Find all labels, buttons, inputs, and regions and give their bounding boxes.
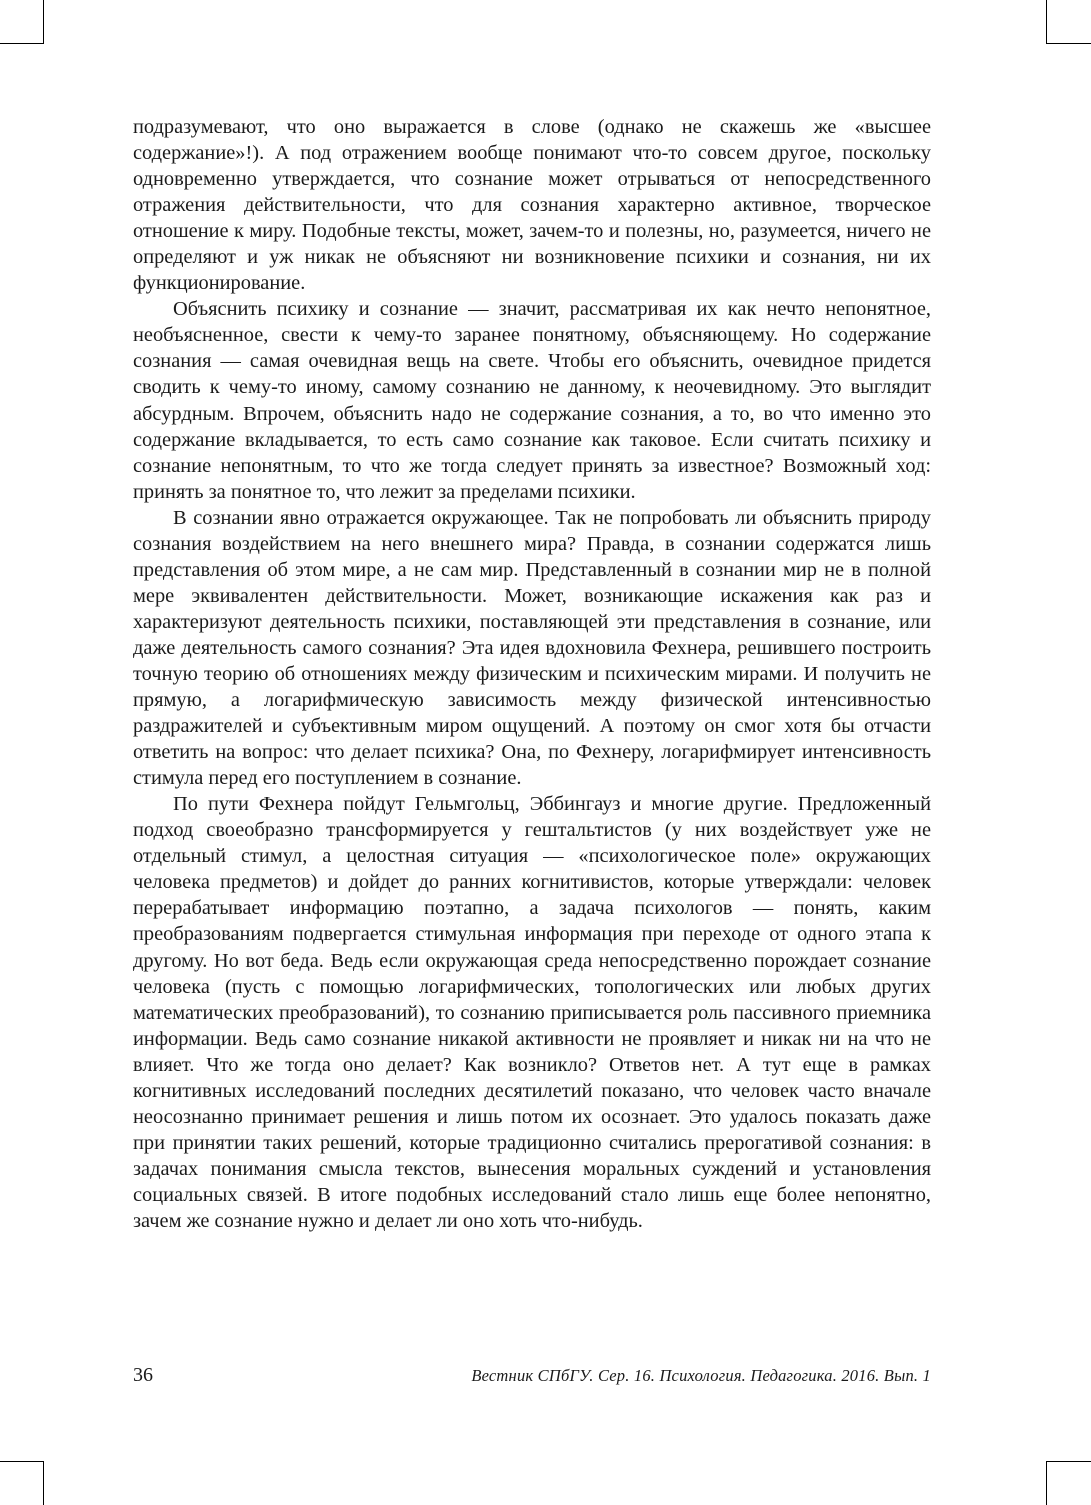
crop-mark-top-left-h (0, 43, 44, 44)
page-number: 36 (133, 1364, 153, 1386)
crop-mark-bottom-left (43, 1461, 44, 1505)
paragraph-4: По пути Фехнера пойдут Гельмгольц, Эббингауз и многие другие. Предложенный подход своеобразно трансформируется у гештальтистов (у них воздействует уже не отдельный стимул, а целостная ситуация — «психологическое поле» окружающих человека предметов) и дойдет до ранних когнитивистов, которые утверждали: человек перерабатывает информацию поэтапно, а задача психологов — понять, каким преобразованиям подвергается стимульная информация при переходе от одного этапа к другому. Но вот беда. Ведь если окружающая среда непосредственно порождает сознание человека (пусть с помощью логарифмических, топологических или любых других математических преобразований), то сознанию приписывается роль пассивного приемника информации. Ведь само сознание никакой активности не проявляет и никак ни на что не влияет. Что же тогда оно делает? Как возникло? Ответов нет. А тут еще в рамках когнитивных исследований последних десятилетий показано, что человек часто вначале неосознанно принимает решения и лишь потом их осознает. Это удалось показать даже при принятии таких решений, которые традиционно считались прерогативой сознания: в задачах понимания смысла текстов, вынесения моральных суждений и установления социальных связей. В итоге подобных исследований стало лишь еще более непонятно, зачем же сознание нужно и делает ли оно хоть что-нибудь. (133, 793, 931, 1232)
crop-mark-top-right (1046, 0, 1047, 44)
crop-mark-top-right-h (1047, 43, 1091, 44)
paragraph-1: подразумевают, что оно выражается в слове (однако не скажешь же «высшее содержание»!). А под отражением вообще понимают что-то совсем другое, поскольку одновременно утверждается, что сознание может отрываться от непосредственного отражения действительности, что для сознания характерно активное, творческое отношение к миру. Подобные тексты, может, зачем-то и полезны, но, разумеется, ничего не определяют и уж никак не объясняют ни возникновение психики и сознания, ни их функционирование. (133, 116, 931, 295)
crop-mark-top-left (43, 0, 44, 44)
page-footer (133, 1364, 931, 1390)
paragraph-3: В сознании явно отражается окружающее. Так не попробовать ли объяснить природу сознания воздействием на него внешнего мира? Правда, в сознании содержатся лишь представления об этом мире, а не сам мир. Представленный в сознании мир не в полной мере эквивалентен действительности. Может, возникающие искажения как раз и характеризуют деятельность психики, поставляющей эти представления в сознание, или даже деятельность самого сознания? Эта идея вдохновила Фехнера, решившего построить точную теорию об отношениях между физическим и психическим мирами. И получить не прямую, а логарифмическую зависимость между физической интенсивностью раздражителей и субъективным миром ощущений. А поэтому он смог хотя бы отчасти ответить на вопрос: что делает психика? Она, по Фехнеру, логарифмирует интенсивность стимула перед его поступлением в сознание. (133, 506, 931, 790)
crop-mark-bottom-right (1046, 1461, 1047, 1505)
crop-mark-bottom-left-h (0, 1461, 44, 1462)
journal-reference: Вестник СПбГУ. Сер. 16. Психология. Педагогика. 2016. Вып. 1 (471, 1366, 931, 1385)
article-body (133, 114, 931, 1234)
crop-mark-bottom-right-h (1047, 1461, 1091, 1462)
paragraph-2: Объяснить психику и сознание — значит, рассматривая их как нечто непонятное, необъясненное, свести к чему-то заранее понятному, объясняющему. Но содержание сознания — самая очевидная вещь на свете. Чтобы его объяснить, очевидное придется сводить к чему-то иному, самому сознанию не данному, к неочевидному. Это выглядит абсурдным. Впрочем, объяснить надо не содержание сознания, а то, во что именно это содержание вкладывается, то есть само сознание как таковое. Если считать психику и сознание непонятным, то что же тогда следует принять за известное? Возможный ход: принять за понятное то, что лежит за пределами психики. (133, 298, 931, 503)
